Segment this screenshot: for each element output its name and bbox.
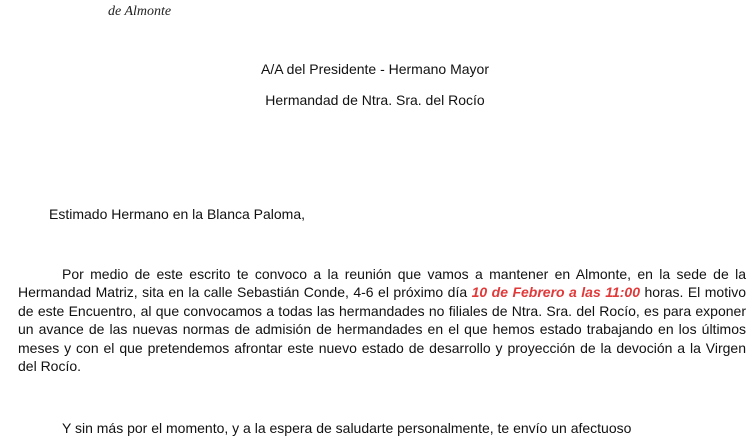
- header-fragment: de Almonte: [108, 4, 172, 19]
- body-text-after: horas. El motivo de este Encuentro, al que convocamos a todas las hermandades no filiales de Ntra. Sra. del Rocío, es para exponer un avance de las nuevas normas de admisión de hermandades en el que hemos estado trabajando en los últimos meses y con el que pretendemos afrontar este nuevo estado de desarrollo y proyección de la devoción a la Virgen del Rocío.: [18, 284, 746, 375]
- addressee-line-1: A/A del Presidente - Hermano Mayor: [261, 61, 489, 77]
- closing-partial-line: Y sin más por el momento, y a la espera de saludarte personalmente, te envío un afectuoso: [62, 420, 632, 436]
- body-text-before: Por medio de este escrito te convoco a la reunión que vamos a mantener en Almonte, en la sede de la Hermandad Matriz, sita en la calle Sebastián Conde, 4-6 el próximo día: [18, 266, 746, 301]
- meeting-date-highlight: 10 de Febrero a las 11:00: [471, 284, 640, 301]
- salutation: Estimado Hermano en la Blanca Paloma,: [49, 206, 306, 222]
- body-paragraph: [18, 265, 746, 375]
- addressee-line-2: Hermandad de Ntra. Sra. del Rocío: [265, 92, 485, 108]
